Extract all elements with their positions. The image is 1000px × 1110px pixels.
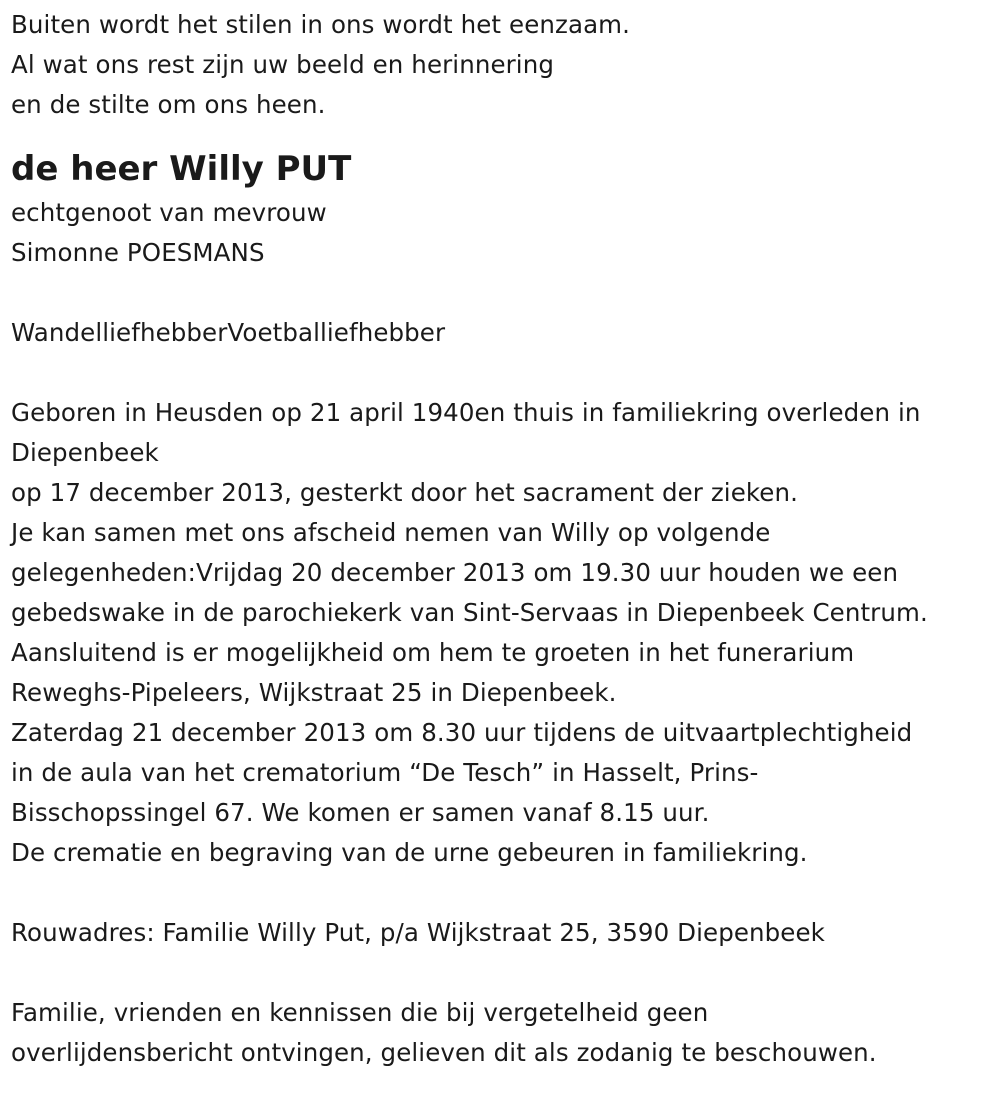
poem: [11, 5, 991, 125]
spouse-name: Simonne POESMANS: [11, 238, 265, 267]
poem-line: en de stilte om ons heen.: [11, 90, 326, 119]
mourning-address: Rouwadres: Familie Willy Put, p/a Wijkstraat 25, 3590 Diepenbeek: [11, 918, 825, 947]
closing-note: [11, 993, 991, 1073]
hobbies: WandelliefhebberVoetballiefhebber: [11, 318, 446, 347]
announcement: [11, 393, 991, 873]
closing-line: Familie, vrienden en kennissen die bij vergetelheid geen: [11, 998, 709, 1027]
closing-line: overlijdensbericht ontvingen, gelieven dit als zodanig te beschouwen.: [11, 1038, 877, 1067]
spacer: [11, 273, 991, 313]
announcement-line: gelegenheden:Vrijdag 20 december 2013 om 19.30 uur houden we een: [11, 558, 899, 587]
relation-line: echtgenoot van mevrouw: [11, 198, 327, 227]
poem-line: Al wat ons rest zijn uw beeld en herinnering: [11, 50, 554, 79]
spacer: [11, 125, 991, 145]
poem-line: Buiten wordt het stilen in ons wordt het eenzaam.: [11, 10, 631, 39]
deceased-name: de heer Willy PUT: [11, 149, 352, 189]
announcement-line: in de aula van het crematorium “De Tesch” in Hasselt, Prins-: [11, 758, 759, 787]
announcement-line: Diepenbeek: [11, 438, 159, 467]
announcement-line: Geboren in Heusden op 21 april 1940en thuis in familiekring overleden in: [11, 398, 921, 427]
announcement-line: De crematie en begraving van de urne gebeuren in familiekring.: [11, 838, 808, 867]
announcement-line: Aansluitend is er mogelijkheid om hem te groeten in het funerarium: [11, 638, 855, 667]
spacer: [11, 953, 991, 993]
announcement-line: op 17 december 2013, gesterkt door het sacrament der zieken.: [11, 478, 798, 507]
announcement-line: Bisschopssingel 67. We komen er samen vanaf 8.15 uur.: [11, 798, 710, 827]
spacer: [11, 353, 991, 393]
announcement-line: Reweghs-Pipeleers, Wijkstraat 25 in Diepenbeek.: [11, 678, 617, 707]
announcement-line: Je kan samen met ons afscheid nemen van Willy op volgende: [11, 518, 771, 547]
spacer: [11, 873, 991, 913]
announcement-line: gebedswake in de parochiekerk van Sint-Servaas in Diepenbeek Centrum.: [11, 598, 928, 627]
death-notice: [11, 5, 991, 1073]
announcement-line: Zaterdag 21 december 2013 om 8.30 uur tijdens de uitvaartplechtigheid: [11, 718, 913, 747]
